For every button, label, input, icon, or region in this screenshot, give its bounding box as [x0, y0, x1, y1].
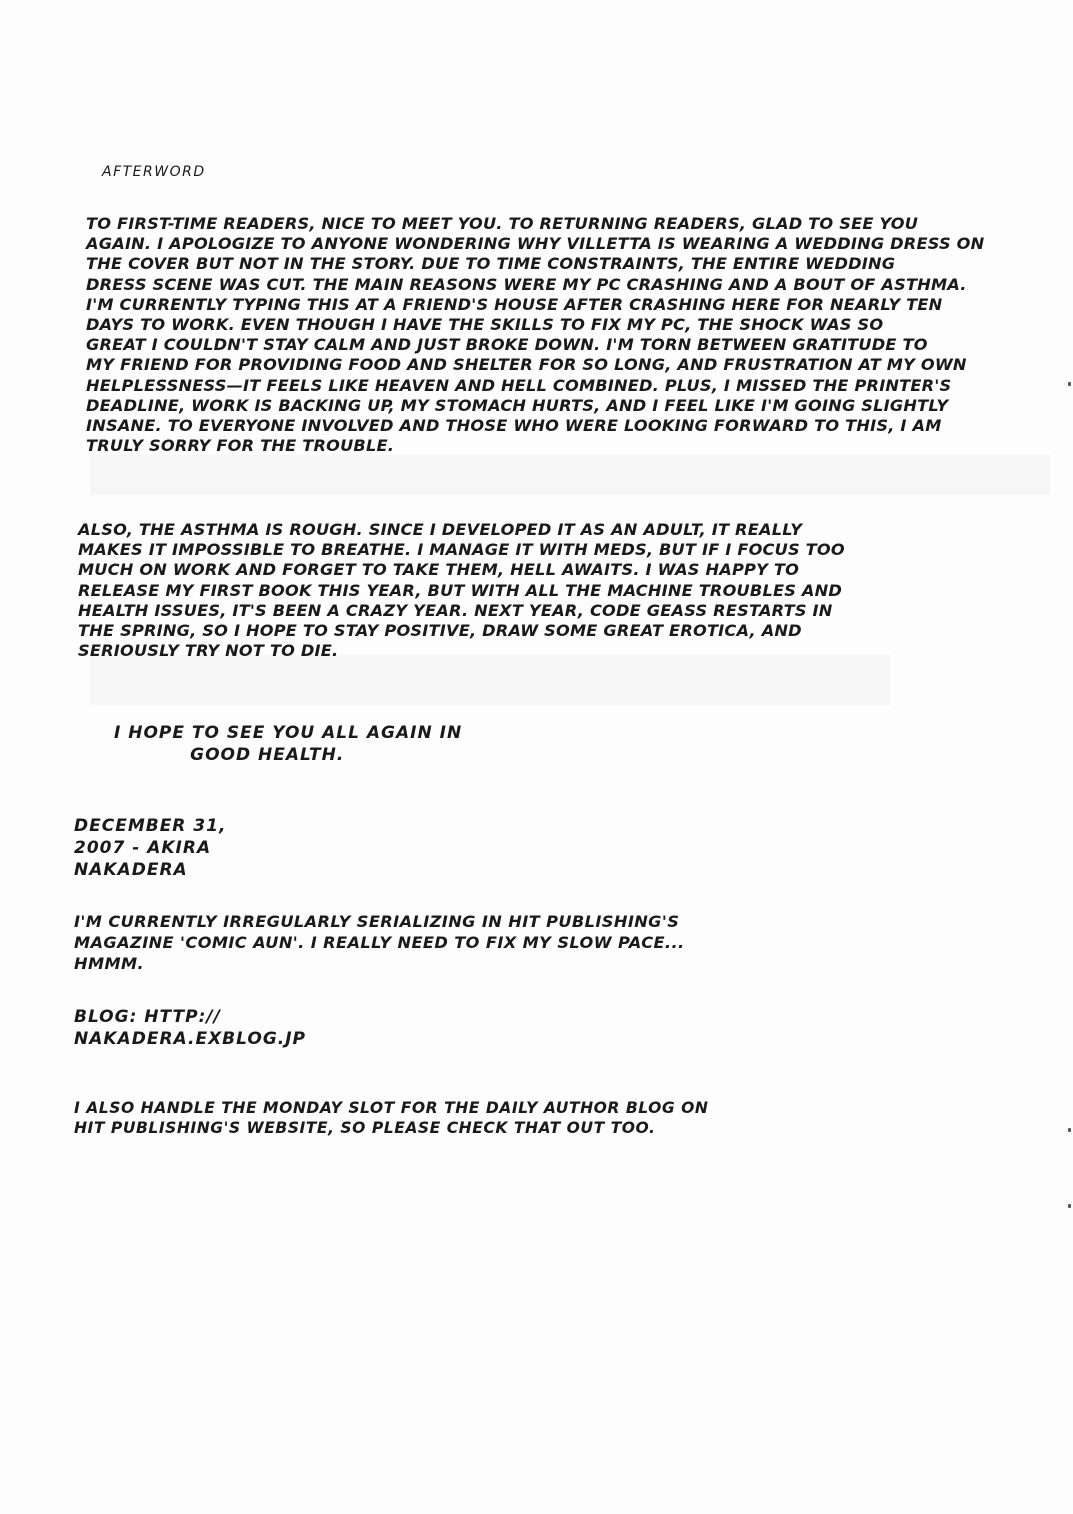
scan-speck: [1068, 1128, 1071, 1132]
closing-message: I HOPE TO SEE YOU ALL AGAIN IN GOOD HEALTH.: [114, 723, 463, 765]
scan-speck: [1068, 382, 1071, 386]
paragraph-apology: TO FIRST-TIME READERS, NICE TO MEET YOU. TO RETURNING READERS, GLAD TO SEE YOU AGAIN. I APOLOGIZE TO ANYONE WONDERING WHY VILLETTA IS WEARING A WEDDING DRESS ON THE COVER BUT NOT IN THE STORY. DUE TO TIME CONSTRAINTS, THE ENTIRE WEDDING DRESS SCENE WAS CUT. THE MAIN REASONS WERE MY PC CRASHING AND A BOUT OF ASTHMA. I'M CURRENTLY TYPING THIS AT A FRIEND'S HOUSE AFTER CRASHING HERE FOR NEARLY TEN DAYS TO WORK. EVEN THOUGH I HAVE THE SKILLS TO FIX MY PC, THE SHOCK WAS SO GREAT I COULDN'T STAY CALM AND JUST BROKE DOWN. I'M TORN BETWEEN GRATITUDE TO MY FRIEND FOR PROVIDING FOOD AND SHELTER FOR SO LONG, AND FRUSTRATION AT MY OWN HELPLESSNESS—IT FEELS LIKE HEAVEN AND HELL COMBINED. PLUS, I MISSED THE PRINTER'S DEADLINE, WORK IS BACKING UP, MY STOMACH HURTS, AND I FEEL LIKE I'M GOING SLIGHTLY INSANE. TO EVERYONE INVOLVED AND THOSE WHO WERE LOOKING FORWARD TO THIS, I AM TRULY SORRY FOR THE TROUBLE.: [86, 214, 985, 456]
serialization-note: I'M CURRENTLY IRREGULARLY SERIALIZING IN HIT PUBLISHING'S MAGAZINE 'COMIC AUN'. I REALLY NEED TO FIX MY SLOW PACE... HMMM.: [74, 912, 685, 973]
daily-blog-note: I ALSO HANDLE THE MONDAY SLOT FOR THE DAILY AUTHOR BLOG ON HIT PUBLISHING'S WEBSITE, SO PLEASE CHECK THAT OUT TOO.: [74, 1099, 709, 1137]
paragraph-asthma: ALSO, THE ASTHMA IS ROUGH. SINCE I DEVELOPED IT AS AN ADULT, IT REALLY MAKES IT IMPOSSIBLE TO BREATHE. I MANAGE IT WITH MEDS, BUT IF I FOCUS TOO MUCH ON WORK AND FORGET TO TAKE THEM, HELL AWAITS. I WAS HAPPY TO RELEASE MY FIRST BOOK THIS YEAR, BUT WITH ALL THE MACHINE TROUBLES AND HEALTH ISSUES, IT'S BEEN A CRAZY YEAR. NEXT YEAR, CODE GEASS RESTARTS IN THE SPRING, SO I HOPE TO STAY POSITIVE, DRAW SOME GREAT EROTICA, AND SERIOUSLY TRY NOT TO DIE.: [78, 520, 845, 661]
scan-speck: [1068, 1204, 1071, 1208]
scan-shading: [90, 655, 890, 705]
scan-shading: [90, 455, 1050, 495]
signature-date-author: DECEMBER 31, 2007 - AKIRA NAKADERA: [74, 816, 227, 880]
blog-link[interactable]: BLOG: HTTP:// NAKADERA.EXBLOG.JP: [74, 1007, 307, 1049]
afterword-title: AFTERWORD: [102, 164, 206, 180]
